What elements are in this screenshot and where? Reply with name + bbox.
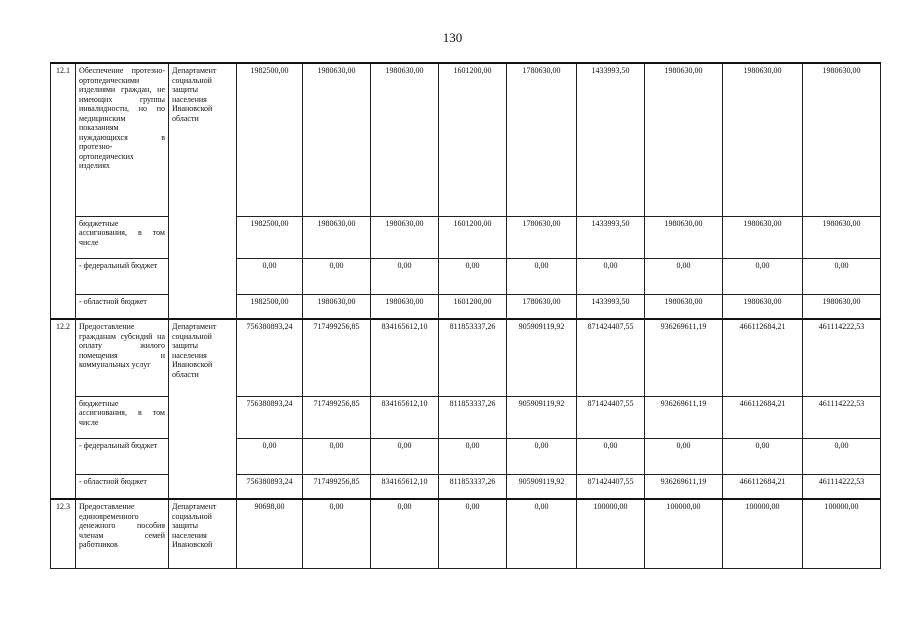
value-cell: 100000,00 <box>803 499 881 568</box>
value-cell: 936269611,19 <box>645 474 723 499</box>
value-cell: 1980630,00 <box>803 216 881 258</box>
budget-table-body <box>51 63 881 568</box>
value-cell: 0,00 <box>803 438 881 474</box>
value-cell: 0,00 <box>303 499 371 568</box>
value-cell: 905909119,92 <box>507 474 577 499</box>
value-cell: 466112684,21 <box>723 319 803 396</box>
value-cell: 1980630,00 <box>371 216 439 258</box>
value-cell: 1433993,50 <box>577 63 645 216</box>
value-cell: 466112684,21 <box>723 474 803 499</box>
row-description: Предоставление гражданам субсидий на оплату жилого помещения и коммунальных услуг <box>76 319 169 396</box>
value-cell: 0,00 <box>303 438 371 474</box>
value-cell: 100000,00 <box>577 499 645 568</box>
page-number: 130 <box>442 30 463 45</box>
value-cell: 0,00 <box>645 258 723 294</box>
value-cell: 1780630,00 <box>507 294 577 319</box>
value-cell: 1980630,00 <box>371 63 439 216</box>
subrow-label: бюджетные ассигнования, в том числе <box>76 396 169 438</box>
table-row <box>51 63 881 216</box>
value-cell: 0,00 <box>723 438 803 474</box>
value-cell: 1982500,00 <box>237 216 303 258</box>
value-cell: 0,00 <box>507 438 577 474</box>
row-description: Обеспечение протезно-ортопедическими изделиями граждан, не имеющих группы инвалидности, но по медицинским показаниям нуждающихся в протезно-ортопедических изделиях <box>76 63 169 216</box>
value-cell: 461114222,53 <box>803 319 881 396</box>
value-cell: 756380893,24 <box>237 474 303 499</box>
row-description: Предоставление единовременного денежного пособия членам семей работников <box>76 499 169 568</box>
value-cell: 1982500,00 <box>237 63 303 216</box>
value-cell: 717499256,85 <box>303 319 371 396</box>
value-cell: 1980630,00 <box>645 216 723 258</box>
value-cell: 1601200,00 <box>439 216 507 258</box>
value-cell: 871424407,55 <box>577 396 645 438</box>
value-cell: 0,00 <box>439 438 507 474</box>
row-code: 12.1 <box>51 63 76 319</box>
value-cell: 1601200,00 <box>439 63 507 216</box>
value-cell: 90698,00 <box>237 499 303 568</box>
value-cell: 1980630,00 <box>303 216 371 258</box>
value-cell: 905909119,92 <box>507 396 577 438</box>
row-code: 12.3 <box>51 499 76 568</box>
value-cell: 871424407,55 <box>577 319 645 396</box>
value-cell: 1601200,00 <box>439 294 507 319</box>
value-cell: 1780630,00 <box>507 63 577 216</box>
value-cell: 0,00 <box>237 438 303 474</box>
subrow-label: бюджетные ассигнования, в том числе <box>76 216 169 258</box>
value-cell: 0,00 <box>577 258 645 294</box>
value-cell: 1980630,00 <box>723 63 803 216</box>
value-cell: 756380893,24 <box>237 319 303 396</box>
value-cell: 1980630,00 <box>723 294 803 319</box>
value-cell: 1433993,50 <box>577 294 645 319</box>
value-cell: 1980630,00 <box>303 63 371 216</box>
value-cell: 100000,00 <box>645 499 723 568</box>
row-department: Департамент социальной защиты населения Ивановской области <box>169 63 237 319</box>
row-code: 12.2 <box>51 319 76 499</box>
value-cell: 1980630,00 <box>803 63 881 216</box>
value-cell: 0,00 <box>803 258 881 294</box>
subrow-label: - федеральный бюджет <box>76 258 169 294</box>
value-cell: 0,00 <box>237 258 303 294</box>
value-cell: 1980630,00 <box>371 294 439 319</box>
value-cell: 0,00 <box>645 438 723 474</box>
value-cell: 100000,00 <box>723 499 803 568</box>
value-cell: 717499256,85 <box>303 474 371 499</box>
value-cell: 811853337,26 <box>439 396 507 438</box>
table-row <box>51 319 881 396</box>
value-cell: 834165612,10 <box>371 474 439 499</box>
value-cell: 1433993,50 <box>577 216 645 258</box>
value-cell: 0,00 <box>723 258 803 294</box>
value-cell: 936269611,19 <box>645 319 723 396</box>
value-cell: 0,00 <box>507 499 577 568</box>
subrow-label: - областной бюджет <box>76 294 169 319</box>
value-cell: 0,00 <box>577 438 645 474</box>
value-cell: 461114222,53 <box>803 396 881 438</box>
value-cell: 1982500,00 <box>237 294 303 319</box>
value-cell: 0,00 <box>303 258 371 294</box>
value-cell: 466112684,21 <box>723 396 803 438</box>
value-cell: 0,00 <box>507 258 577 294</box>
value-cell: 1980630,00 <box>803 294 881 319</box>
value-cell: 834165612,10 <box>371 319 439 396</box>
value-cell: 0,00 <box>371 258 439 294</box>
subrow-label: - федеральный бюджет <box>76 438 169 474</box>
value-cell: 0,00 <box>371 499 439 568</box>
value-cell: 871424407,55 <box>577 474 645 499</box>
value-cell: 1980630,00 <box>645 294 723 319</box>
row-department: Департамент социальной защиты населения Ивановской <box>169 499 237 568</box>
value-cell: 0,00 <box>371 438 439 474</box>
value-cell: 811853337,26 <box>439 474 507 499</box>
value-cell: 717499256,85 <box>303 396 371 438</box>
value-cell: 936269611,19 <box>645 396 723 438</box>
budget-table <box>50 62 881 569</box>
table-row <box>51 499 881 568</box>
value-cell: 811853337,26 <box>439 319 507 396</box>
row-department: Департамент социальной защиты населения Ивановской области <box>169 319 237 499</box>
subrow-label: - областной бюджет <box>76 474 169 499</box>
value-cell: 1980630,00 <box>303 294 371 319</box>
value-cell: 0,00 <box>439 258 507 294</box>
value-cell: 0,00 <box>439 499 507 568</box>
value-cell: 1980630,00 <box>723 216 803 258</box>
value-cell: 756380893,24 <box>237 396 303 438</box>
value-cell: 834165612,10 <box>371 396 439 438</box>
value-cell: 905909119,92 <box>507 319 577 396</box>
value-cell: 1780630,00 <box>507 216 577 258</box>
value-cell: 1980630,00 <box>645 63 723 216</box>
value-cell: 461114222,53 <box>803 474 881 499</box>
